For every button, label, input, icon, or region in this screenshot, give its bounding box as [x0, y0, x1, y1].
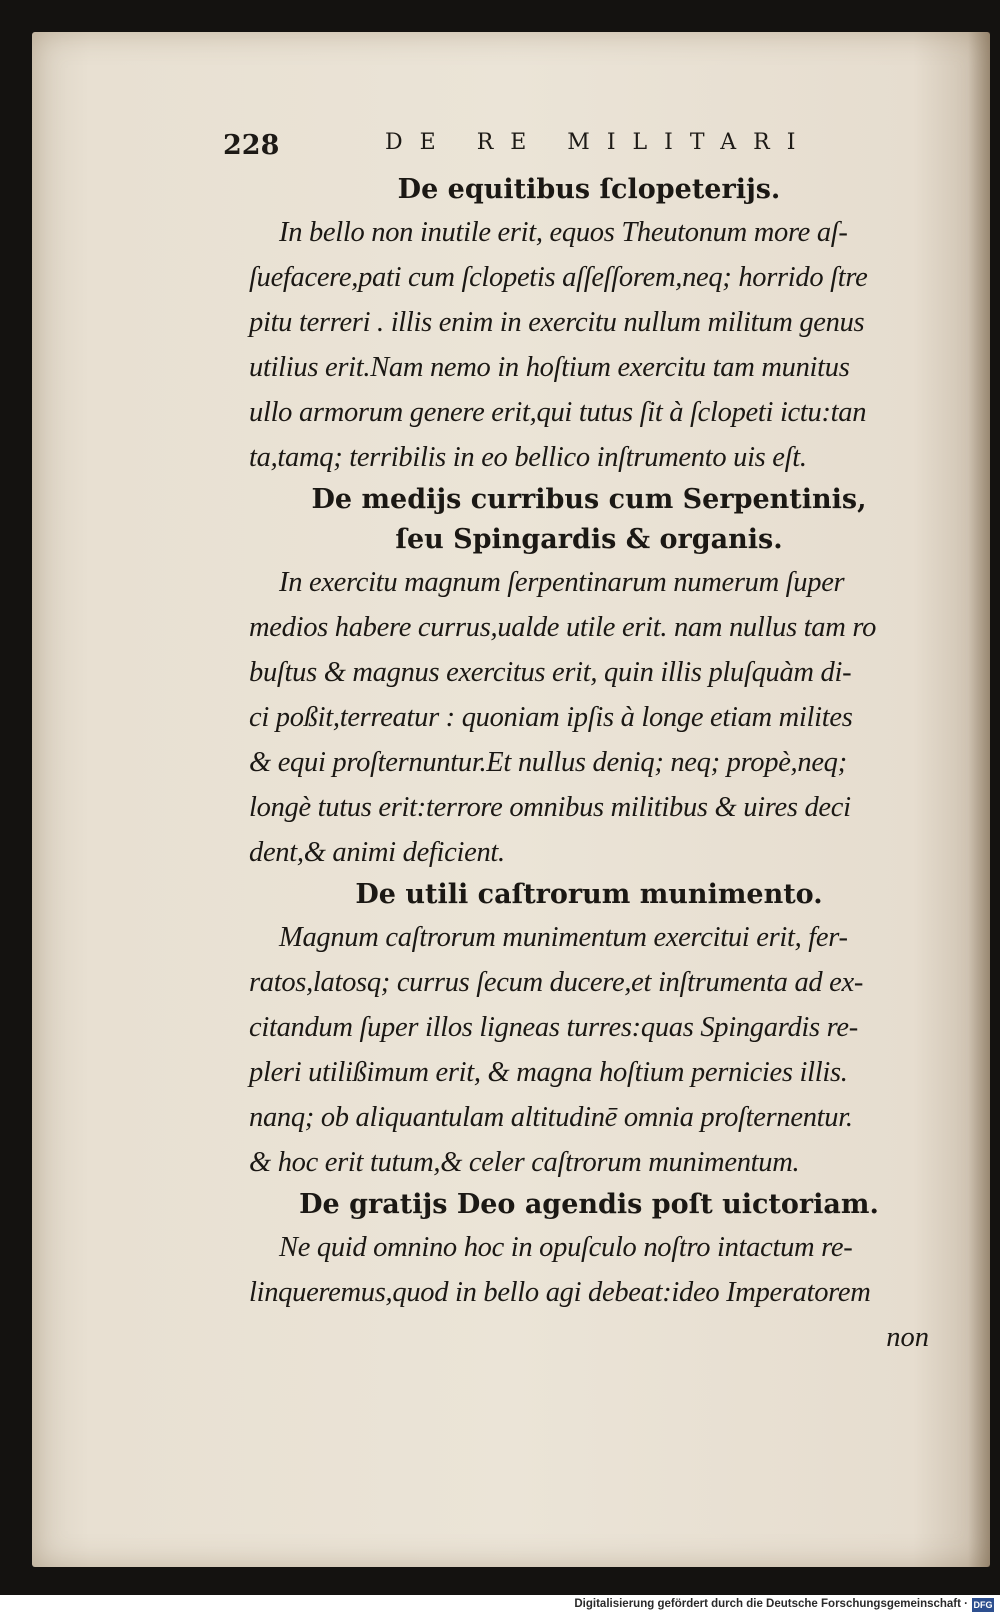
- body-line: In exercitu magnum ſerpentinarum numerum ſuper: [279, 567, 845, 598]
- section-serpentinis: [249, 480, 929, 875]
- section-heading: [249, 170, 929, 210]
- body-line: utilius erit.Nam nemo in hoſtium exercitu tam munitus: [249, 352, 850, 383]
- page-edge-shadow: [968, 32, 990, 1567]
- digitization-footer: [0, 1595, 1000, 1617]
- body-line: Magnum caſtrorum munimentum exercitui erit, fer-: [279, 922, 848, 953]
- body-line: In bello non inutile erit, equos Theutonum more aſ-: [279, 217, 848, 248]
- section-equitibus: [249, 170, 929, 480]
- body-line: ci poßit,terreatur : quoniam ipſis à longe etiam milites: [249, 702, 853, 733]
- catchword: non: [886, 1322, 929, 1353]
- body-line: & hoc erit tutum,& celer caſtrorum munimentum.: [249, 1147, 800, 1178]
- body-line: pleri utilißimum erit, & magna hoſtium pernicies illis.: [249, 1057, 848, 1088]
- section-heading-line: De gratiјs Deo agendis poſt uictoriam.: [299, 1189, 879, 1220]
- body-line: linqueremus,quod in bello agi debeat:ideo Imperatorem: [249, 1277, 871, 1308]
- running-title: DE RE MILITARI: [385, 130, 813, 155]
- running-head: [223, 130, 823, 170]
- section-heading: [249, 875, 929, 915]
- body-line: ta,tamq; terribilis in eo bellico inſtrumento uis eſt.: [249, 442, 807, 473]
- text-block: [249, 170, 929, 1360]
- section-castrorum: [249, 875, 929, 1185]
- section-gratiis: [249, 1185, 929, 1315]
- section-heading-line: ſeu Spingardis & organis.: [395, 524, 783, 555]
- footer-credit-text: Digitalisierung gefördert durch die Deutsche Forschungsgemeinschaft ·: [574, 1598, 968, 1610]
- body-line: ſuefacere,pati cum ſclopetis aſſeſſorem,neq; horrido ſtre: [249, 262, 868, 293]
- section-heading-line: De equitibus ſclopeteriјs.: [397, 174, 781, 205]
- section-heading-line: De mediјs curribus cum Serpentinis,: [311, 484, 867, 515]
- body-line: longè tutus erit:terrore omnibus militibus & uires deci: [249, 792, 851, 823]
- dfg-logo-icon: DFG: [973, 1600, 993, 1610]
- section-heading: [249, 1185, 929, 1225]
- body-line: ratos,latosq; currus ſecum ducere,et inſtrumenta ad ex-: [249, 967, 864, 998]
- body-line: medios habere currus,ualde utile erit. nam nullus tam ro: [249, 612, 877, 643]
- section-heading: [249, 480, 929, 560]
- body-line: nanq; ob aliquantulam altitudinē omnia proſternentur.: [249, 1102, 853, 1133]
- section-heading-line: De utili caſtrorum munimento.: [355, 879, 823, 910]
- body-line: citandum ſuper illos ligneas turres:quas Spingardis re-: [249, 1012, 858, 1043]
- body-line: & equi proſternuntur.Et nullus deniq; neq; propè,neq;: [249, 747, 847, 778]
- body-line: ullo armorum genere erit,qui tutus ſit à ſclopeti ictu:tan: [249, 397, 867, 428]
- page-number: 228: [223, 130, 280, 161]
- body-line: pitu terreri . illis enim in exercitu nullum militum genus: [249, 307, 865, 338]
- body-line: dent,& animi deficient.: [249, 837, 505, 868]
- body-line: buſtus & magnus exercitus erit, quin illis pluſquàm di-: [249, 657, 852, 688]
- body-line: Ne quid omnino hoc in opuſculo noſtro intactum re-: [279, 1232, 853, 1263]
